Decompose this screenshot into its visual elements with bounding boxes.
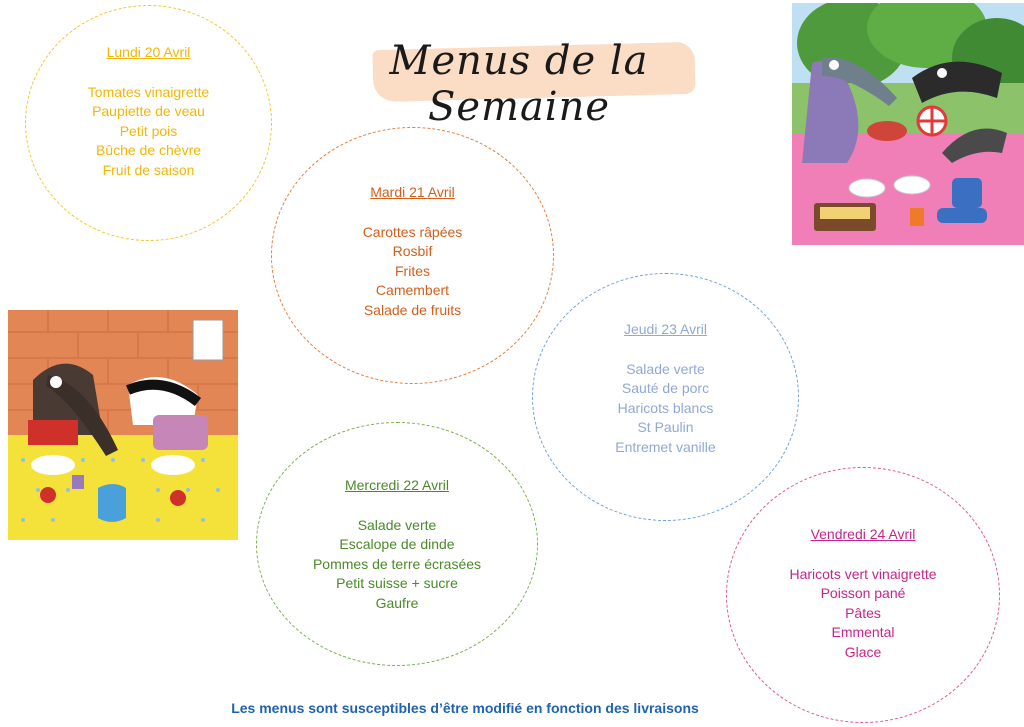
menu-mardi xyxy=(271,127,554,384)
page-title: Menus de la Semaine xyxy=(389,38,649,130)
header xyxy=(333,28,705,130)
picnic-illustration xyxy=(792,3,1024,245)
dish: Pommes de terre écrasées xyxy=(312,555,482,572)
day-title: Mardi 21 Avril xyxy=(370,184,455,200)
dish: Gaufre xyxy=(375,594,419,611)
dish: Salade de fruits xyxy=(363,301,462,318)
dish: Pâtes xyxy=(845,604,881,621)
dish: Petit pois xyxy=(119,122,178,139)
dish: Carottes râpées xyxy=(362,223,463,240)
dish: Tomates vinaigrette xyxy=(87,83,210,100)
dish: Escalope de dinde xyxy=(339,536,455,552)
day-title: Vendredi 24 Avril xyxy=(810,526,916,542)
dish: Haricots vert vinaigrette xyxy=(789,565,937,582)
day-title: Jeudi 23 Avril xyxy=(623,321,707,337)
menu-mercredi xyxy=(256,422,538,666)
dish: Haricots blancs xyxy=(617,399,714,416)
day-title: Mercredi 22 Avril xyxy=(344,477,449,493)
dish: Entremet vanille xyxy=(615,438,716,455)
dish: Petit suisse + sucre xyxy=(336,575,458,591)
dish: Emmental xyxy=(831,624,895,640)
dish: Glace xyxy=(844,643,882,660)
day-title: Lundi 20 Avril xyxy=(106,44,191,60)
dish: St Paulin xyxy=(637,419,694,435)
menu-jeudi xyxy=(532,273,799,521)
dish: Fruit de saison xyxy=(102,161,195,178)
dish: Rosbif xyxy=(392,243,433,259)
menu-vendredi xyxy=(726,467,1000,723)
menu-lundi xyxy=(25,5,272,241)
dish: Camembert xyxy=(375,282,450,298)
dish: Poisson pané xyxy=(820,585,906,601)
dish: Salade verte xyxy=(626,360,705,377)
dish: Frites xyxy=(395,262,430,279)
footer-note: Les menus sont susceptibles d’être modifié en fonction des livraisons xyxy=(231,700,699,716)
dish: Salade verte xyxy=(357,516,437,533)
dish: Sauté de porc xyxy=(621,380,710,396)
dish: Bûche de chèvre xyxy=(95,142,202,158)
dish: Paupiette de veau xyxy=(92,103,205,119)
dinner-illustration xyxy=(8,310,238,540)
